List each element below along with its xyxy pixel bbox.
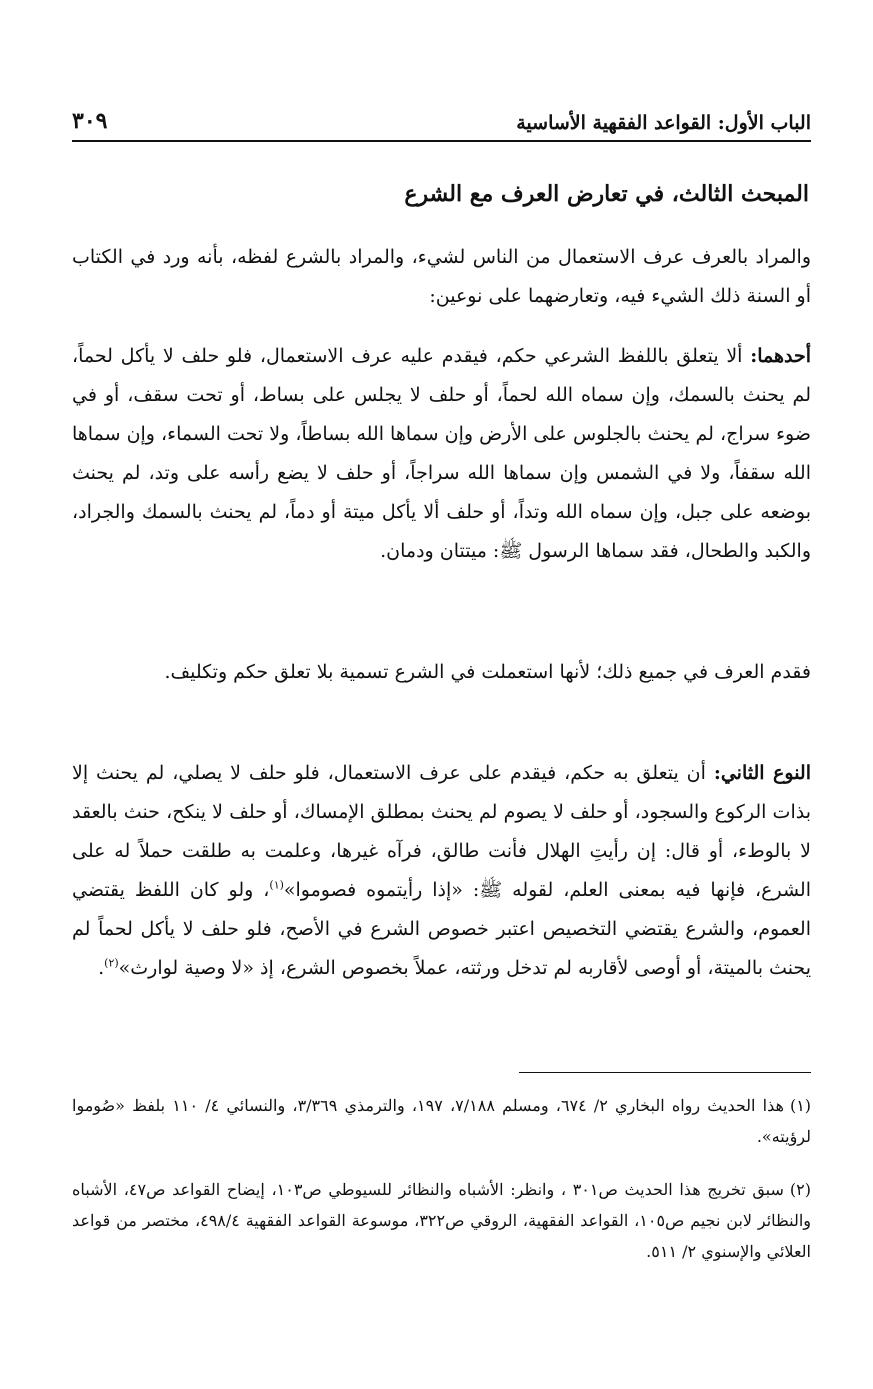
first-type-text: ألا يتعلق باللفظ الشرعي حكم، فيقدم عليه عرف الاستعمال، فلو حلف لا يأكل لحماً، لم يحنث بالسمك، وإن سماه الله لحماً، أو حلف لا يجلس على بساط، أو تحت سقف، أو في ضوء سراج، لم يحنث بالجلوس على الأرض وإن سماها الله بساطاً، ولا تحت السماء، وإن سماها الله سقفاً، ولا في الشمس وإن سماها الله سراجاً، أو حلف لا يضع رأسه على وتد، لم يحنث بوضعه على جبل، وإن سماه الله وتداً، أو حلف ألا يأكل ميتة أو دماً، لم يحنث بالسمك والجراد، والكبد والطحال، فقد سماها الرسول ﷺ: ميتتان ودمان.	[72, 345, 811, 562]
paragraph-conclusion: فقدم العرف في جميع ذلك؛ لأنها استعملت في الشرع تسمية بلا تعلق حكم وتكليف.	[164, 661, 811, 683]
footnote-ref-1[interactable]: (١)	[269, 878, 284, 892]
second-type-lead: النوع الثاني:	[713, 762, 812, 784]
running-header	[72, 104, 811, 142]
footnote-2-text: سبق تخريج هذا الحديث ص٣٠١ ، وانظر: الأشباه والنظائر للسيوطي ص١٠٣، إيضاح القواعد ص٤٧، الأشباه والنظائر لابن نجيم ص١٠٥، القواعد الفقهية، الروقي ص٣٢٢، موسوعة القواعد الفقهية ٤٩٨/٤، مختصر من قواعد العلائي والإسنوي ٢/ ٥١١.	[72, 1180, 812, 1261]
paragraph-second-type	[72, 754, 811, 988]
chapter-title: الباب الأول: القواعد الفقهية الأساسية	[516, 112, 811, 134]
paragraph-first-type	[72, 337, 811, 571]
footnote-2-number: (٢)	[789, 1180, 812, 1199]
footnote-2	[72, 1174, 811, 1267]
footnote-1-number: (١)	[789, 1096, 812, 1115]
paragraph-intro: والمراد بالعرف عرف الاستعمال من الناس لشيء، والمراد بالشرع لفظه، بأنه ورد في الكتاب أو السنة ذلك الشيء فيه، وتعارضهما على نوعين:	[72, 246, 811, 307]
footnote-separator	[519, 1072, 811, 1073]
page-number: ٣٠٩	[72, 108, 108, 134]
second-type-text-a: أن يتعلق به حكم، فيقدم على عرف الاستعمال، فلو حلف لا يصلي، لم يحنث إلا بذات الركوع والسجود، أو حلف لا يصوم لم يحنث بمطلق الإمساك، أو حلف لا ينكح، حنث بالعقد لا بالوطء، أو قال: إن رأيتِ الهلال فأنت طالق، فرآه غيرها، وعلمت به طلقت حملاً له على الشرع، فإنها فيه بمعنى العلم، لقوله ﷺ: «إذا رأيتموه فصوموا»	[72, 762, 811, 901]
footnote-1	[72, 1090, 811, 1152]
second-type-text-b: ، ولو كان اللفظ يقتضي العموم، والشرع يقتضي التخصيص اعتبر خصوص الشرع في الأصح، فلو حلف لا يأكل لحماً لم يحنث بالميتة، أو أوصى لأقاربه لم تدخل ورثته، عملاً بخصوص الشرع، إذ «لا وصية لوارث»	[72, 879, 811, 979]
footnote-1-text: هذا الحديث رواه البخاري ٢/ ٦٧٤، ومسلم ٧/١٨٨، ١٩٧، والترمذي ٣/٣٦٩، والنسائي ٤/ ١١٠ بلفظ «صُوموا لرؤيته».	[72, 1096, 811, 1146]
section-heading: المبحث الثالث، في تعارض العرف مع الشرع	[404, 181, 809, 207]
second-type-end: .	[98, 957, 105, 979]
first-type-lead: أحدهما:	[750, 345, 811, 367]
footnote-ref-2[interactable]: (٢)	[104, 956, 119, 970]
